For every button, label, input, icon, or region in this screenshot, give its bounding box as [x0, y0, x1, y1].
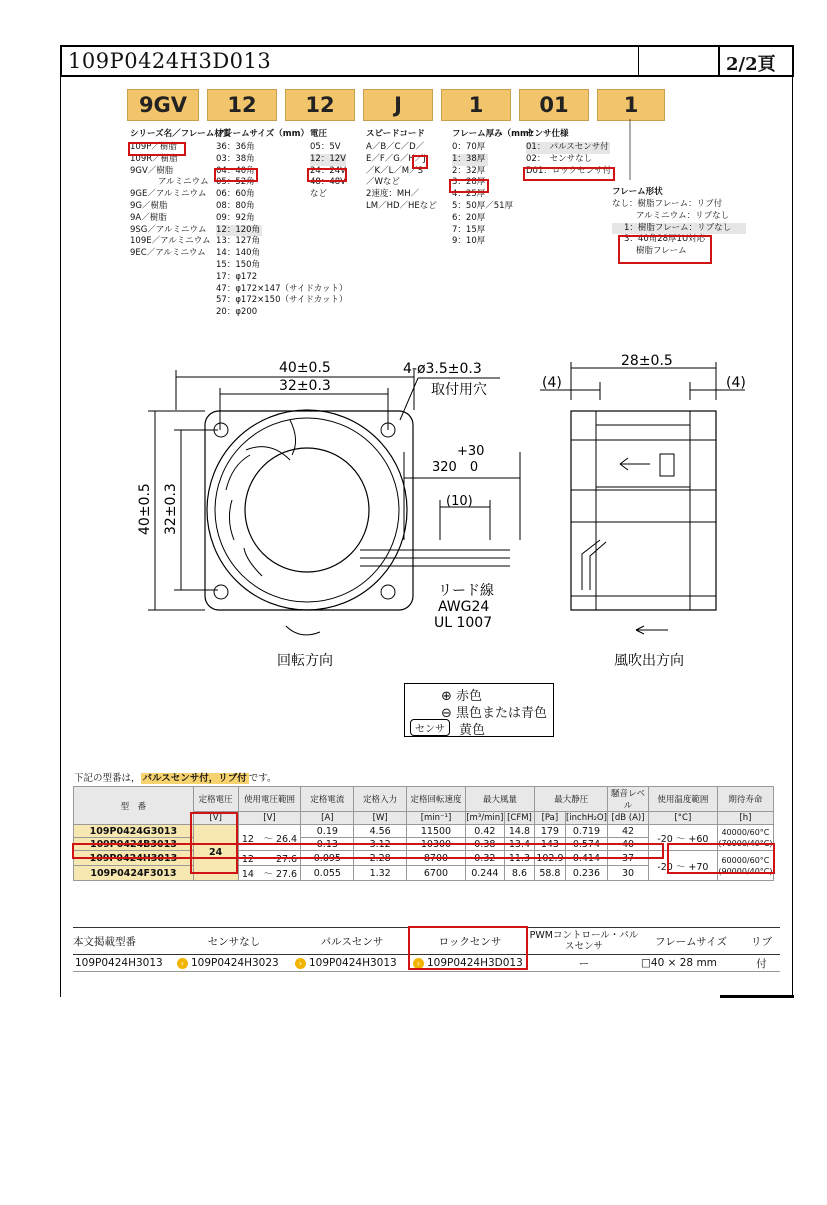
list-item: 9A／樹脂 — [130, 212, 167, 223]
series-heading: シリーズ名／フレーム材質 — [130, 129, 232, 139]
table-row: 109P0424G3013 24 12 ～ 26.4 0.19 4.56 11500 0.42 14.8 179 0.719 42 -20 ～ +60 40000/60°C (70000/40°C) — [74, 825, 774, 838]
list-item: 3：40角28厚1U対応 — [624, 234, 706, 245]
list-item: 13：127角 — [216, 236, 261, 247]
list-item: 4：25厚 — [452, 189, 486, 200]
side-dim-4a: (4) — [542, 375, 562, 391]
holes-text: 取付用穴 — [431, 382, 487, 398]
list-item: 48：48V — [310, 177, 346, 188]
side-dim-28: 28±0.5 — [621, 353, 673, 369]
frame-size-heading: フレームサイズ（mm） — [216, 129, 310, 139]
spec-caption: 下記の型番は， パルスセンサ付，リブ付 です。 — [74, 773, 277, 784]
list-item: 12：12V — [310, 153, 346, 164]
list-item: E／F／G／H／J — [366, 153, 426, 164]
table-row: 109P0424F3013 14 ～ 27.6 0.055 1.32 6700 0.244 8.6 58.8 0.236 30 — [74, 866, 774, 881]
list-item: 7：15厚 — [452, 224, 486, 235]
list-item: D01：ロックセンサ付 — [526, 165, 612, 176]
list-item: 03：38角 — [216, 153, 255, 164]
list-item: 05：52角 — [216, 177, 255, 188]
list-item: 9EC／アルミニウム — [130, 248, 206, 259]
list-item: 15：150角 — [216, 259, 261, 270]
list-item: 17：φ172 — [216, 271, 258, 282]
voltage-heading: 電圧 — [310, 129, 328, 139]
thickness-heading: フレーム厚み（mm） — [452, 129, 538, 139]
rotation-label: 回転方向 — [277, 653, 333, 669]
list-item: 09：92角 — [216, 212, 255, 223]
lead-wire-label-1: リード線 — [438, 583, 494, 599]
document-title: 109P0424H3D013 — [68, 49, 272, 73]
list-item: 02： センサなし — [526, 153, 593, 164]
page-number: 2/2頁 — [726, 54, 776, 75]
legend-plus: ⊕ 赤色 — [441, 689, 483, 704]
list-item: 36：36角 — [216, 142, 255, 152]
frame-bottom-mark — [720, 995, 794, 998]
list-item: 6：20厚 — [452, 212, 486, 223]
highlight-model-row — [72, 843, 664, 859]
list-item: 5：50厚／51厚 — [452, 200, 514, 211]
list-item: 1：樹脂フレーム：リブなし — [612, 223, 746, 235]
list-item: 9G／樹脂 — [130, 200, 168, 211]
dim-40-label: 40±0.5 — [279, 360, 331, 376]
dim-32-label: 32±0.3 — [279, 378, 331, 394]
list-item: アルミニウム — [158, 177, 209, 188]
legend-sensor-tag: センサ — [410, 719, 450, 736]
fan-drawing — [0, 340, 827, 680]
list-item: 20：φ200 — [216, 307, 258, 318]
list-item: 9GV／樹脂 — [130, 165, 174, 176]
list-item: 12：120角 — [216, 224, 261, 235]
list-item: 08：80角 — [216, 200, 255, 211]
list-item: 01： パルスセンサ付 — [526, 142, 609, 152]
list-item: 47：φ172×147（サイドカット） — [216, 283, 348, 294]
arrow-icon: › — [295, 958, 306, 969]
lead-tol-top: +30 — [457, 444, 485, 459]
list-item: 2速度：MH／ — [366, 189, 420, 200]
lead-tol-bottom: 320 0 — [432, 460, 479, 475]
list-item: 06：60角 — [216, 189, 255, 200]
code-connector-lines — [0, 0, 827, 260]
list-item: 109E／アルミニウム — [130, 236, 211, 247]
spec-unit-row: [V] [V] [A] [W] [min⁻¹] [m³/min] [CFM] [Pa] [inchH₂O] [dB (A)] [°C] [h] — [74, 812, 774, 825]
highlight-lock-sensor — [408, 926, 528, 970]
code-box-speed: J — [363, 89, 433, 121]
dim-32-v-label: 32±0.3 — [163, 483, 179, 535]
list-item: 24：24V — [310, 165, 346, 176]
list-item: 04：40角 — [216, 165, 255, 176]
frame-shape-heading: フレーム形状 — [612, 187, 663, 197]
code-box-voltage: 12 — [285, 89, 355, 121]
model-header-row: 本文掲載型番 センサなし パルスセンサ ロックセンサ PWMコントロール・パルスセンサ フレームサイズ リブ — [73, 928, 780, 955]
spec-header-row: 型 番 定格電圧 使用電圧範囲 定格電流 定格入力 定格回転速度 最大風量 最大静圧 騒音レベル 使用温度範囲 期待寿命 — [74, 787, 774, 812]
list-item: 9：10厚 — [452, 236, 486, 247]
list-item: ／K／L／M／S — [366, 165, 424, 176]
list-item: 樹脂フレーム — [636, 246, 687, 257]
code-box-sensor: 01 — [519, 89, 589, 121]
arrow-icon: › — [413, 958, 424, 969]
sensor-heading: センサ仕様 — [526, 129, 569, 139]
list-item: 0：70厚 — [452, 142, 486, 152]
list-item: 109R／樹脂 — [130, 153, 178, 164]
list-item: 57：φ172×150（サイドカット） — [216, 295, 348, 306]
legend-minus: ⊖ 黒色または青色 — [441, 706, 548, 721]
list-item: 2：32厚 — [452, 165, 486, 176]
arrow-icon: › — [177, 958, 188, 969]
list-item: ／Wなど — [366, 177, 400, 188]
speed-heading: スピードコード — [366, 129, 425, 139]
lead-wire-label-3: UL 1007 — [434, 615, 493, 631]
code-box-frame-shape: 1 — [597, 89, 665, 121]
highlight-temp-life — [667, 843, 775, 874]
lead-wire-label-2: AWG24 — [438, 599, 490, 615]
list-item: A／B／C／D／ — [366, 142, 425, 152]
table-row: 109P0424H3013 12 ～ 27.6 0.095 2.28 8700 0.32 11.3 102.9 0.414 37 -20 ～ +70 60000/60°C (90000/40°C) — [74, 851, 774, 866]
dim-40-v-label: 40±0.5 — [137, 483, 153, 535]
legend-sensor-color: 黄色 — [459, 723, 486, 738]
code-box-thickness: 1 — [441, 89, 511, 121]
lead-strip-label: (10) — [446, 494, 473, 509]
side-dim-4b: (4) — [726, 375, 746, 391]
list-item: など — [310, 189, 328, 200]
list-item: アルミニウム：リブなし — [636, 210, 730, 221]
airflow-label: 風吹出方向 — [614, 653, 684, 669]
list-item: 05：5V — [310, 142, 341, 152]
list-item: 1：38厚 — [452, 154, 488, 166]
holes-label: 4-ø3.5±0.3 — [403, 361, 482, 377]
list-item: 9GE／アルミニウム — [130, 189, 207, 200]
list-item: LM／HD／HEなど — [366, 200, 437, 211]
wire-color-legend — [404, 683, 554, 737]
list-item: 9SG／アルミニウム — [130, 224, 207, 235]
list-item: なし：樹脂フレーム：リブ付 — [612, 199, 723, 209]
table-row: 109P0424B3013 0.13 3.12 10300 0.38 13.4 143 0.574 40 — [74, 838, 774, 851]
list-item: 109P／樹脂 — [130, 142, 177, 152]
list-item: 14：140角 — [216, 248, 261, 259]
list-item: 3：28厚 — [452, 177, 486, 188]
code-box-series: 9GV — [127, 89, 199, 121]
code-box-frame-size: 12 — [207, 89, 277, 121]
table-row: 109P0424H3013 › 109P0424H3023 › 109P0424H3013 › 109P0424H3D013 ー □40 × 28 mm 付 — [73, 955, 780, 972]
